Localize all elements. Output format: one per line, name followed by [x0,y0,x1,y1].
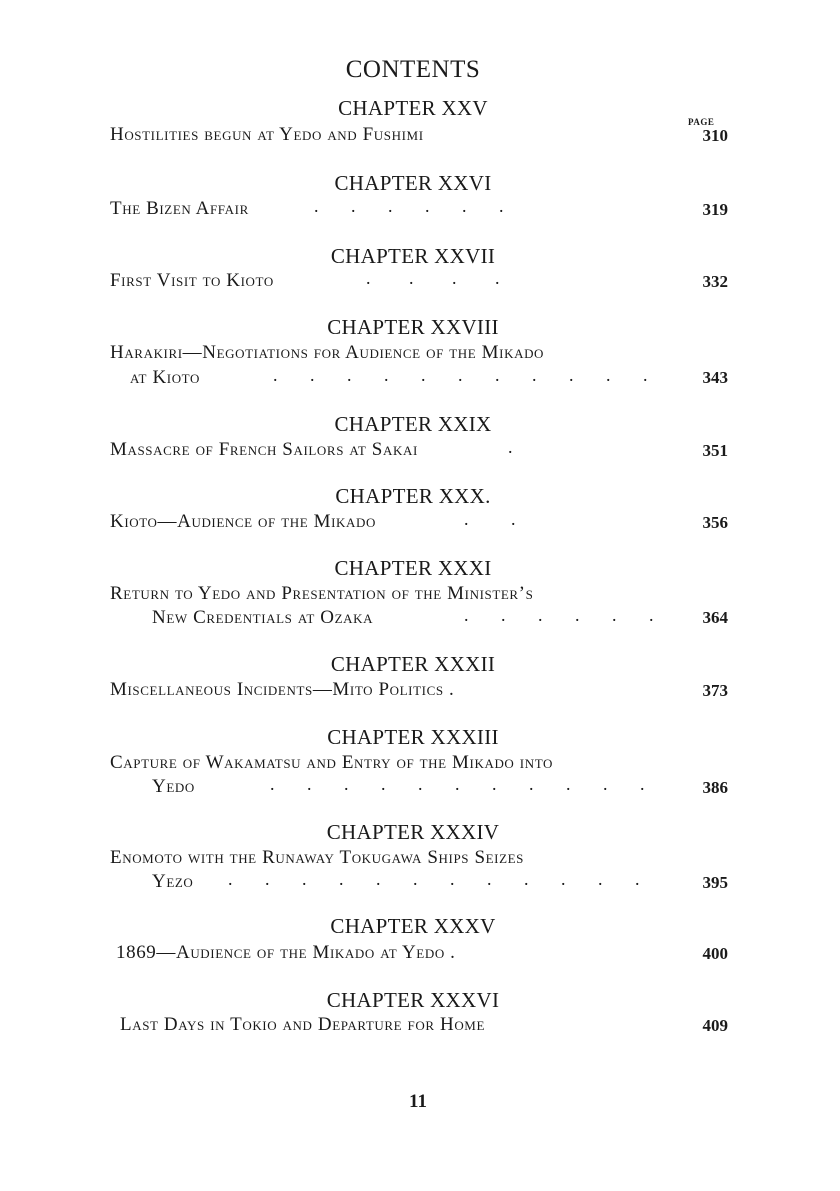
entry-title: 1869—Audience of the Mikado at Yedo . [116,942,456,963]
entry-title: Capture of Wakamatsu and Entry of the Mikado into [110,752,553,773]
entry-title-continuation: at Kioto [130,367,200,388]
chapter-heading: CHAPTER XXXVI [326,988,500,1012]
entry-title-continuation: New Credentials at Ozaka [152,607,374,628]
chapter-heading: CHAPTER XXXV [330,914,496,938]
entry-title-continuation: Yezo [152,871,194,892]
dot-leaders: . . . . . . . . . . . [273,365,648,385]
chapter-heading: CHAPTER XXVI [334,171,492,195]
chapter-heading: CHAPTER XXVIII [327,315,499,339]
chapter-heading: CHAPTER XXXIII [327,725,499,749]
entry-page-number: 351 [702,441,728,460]
dot-leaders: . [508,437,513,457]
entry-page-number: 400 [702,944,728,963]
chapter-heading: CHAPTER XXIX [334,412,492,436]
chapter-heading: CHAPTER XXXIV [326,820,500,844]
entry-title-continuation: Yedo [152,776,195,797]
dot-leaders: . . [464,509,516,529]
entry-title: Miscellaneous Incidents—Mito Politics . [110,679,455,700]
chapter-heading: CHAPTER XXXII [330,652,496,676]
entry-page-number: 395 [702,873,728,892]
dot-leaders: . . . . . . . . . . . [270,774,645,794]
entry-page-number: 332 [702,272,728,291]
entry-page-number: 343 [702,368,728,387]
chapter-heading: CHAPTER XXVII [330,244,496,268]
entry-title: Hostilities begun at Yedo and Fushimi [110,124,424,145]
entry-title: Return to Yedo and Presentation of the Minister’s [110,583,534,604]
entry-title: First Visit to Kioto [110,270,274,291]
entry-page-number: 409 [702,1016,728,1035]
entry-page-number: 373 [702,681,728,700]
entry-page-number: 319 [702,200,728,219]
entry-page-number: 364 [702,608,728,627]
entry-title: Last Days in Tokio and Departure for Home [120,1014,486,1035]
entry-title: Massacre of French Sailors at Sakai [110,439,418,460]
chapter-heading: CHAPTER XXX. [335,484,491,508]
entry-page-number: 356 [702,513,728,532]
entry-title: The Bizen Affair [110,198,249,219]
entry-title: Harakiri—Negotiations for Audience of the Mikado [110,342,545,363]
entry-page-number: 310 [702,126,728,145]
chapter-heading: CHAPTER XXV [338,96,488,120]
dot-leaders: . . . . . . . . . . . . [228,869,640,889]
dot-leaders: . . . . [366,268,500,288]
chapter-heading: CHAPTER XXXI [334,556,492,580]
dot-leaders: . . . . . . [464,605,654,625]
page-column-header: PAGE [688,117,715,127]
entry-page-number: 386 [702,778,728,797]
page-folio: 11 [409,1091,427,1112]
page-title: CONTENTS [345,56,481,83]
entry-title: Enomoto with the Runaway Tokugawa Ships Seizes [110,847,525,868]
entry-title: Kioto—Audience of the Mikado [110,511,377,532]
dot-leaders: . . . . . . [314,196,504,216]
